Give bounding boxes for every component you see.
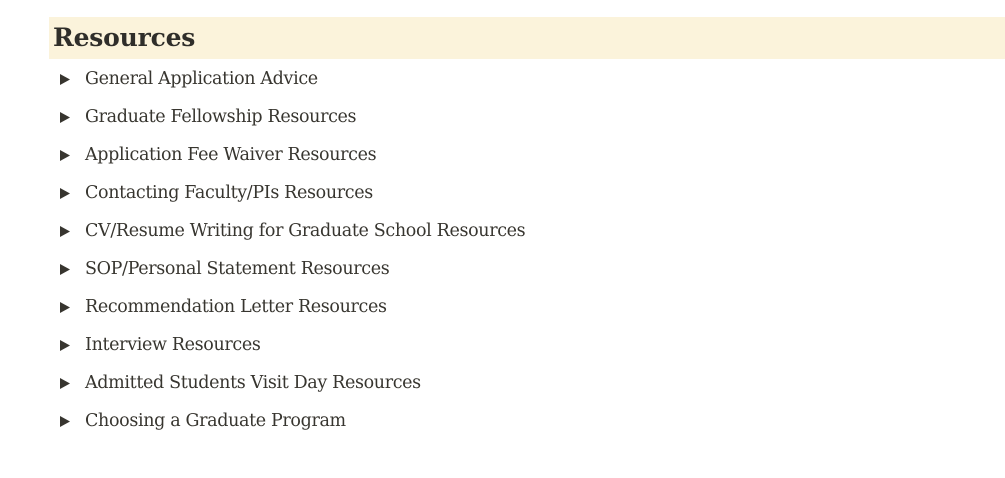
triangle-right-icon[interactable]	[49, 174, 85, 212]
toggle-label: Interview Resources	[85, 335, 261, 355]
toggle-label: Recommendation Letter Resources	[85, 297, 387, 317]
toggle-label: General Application Advice	[85, 69, 318, 89]
triangle-right-icon[interactable]	[49, 326, 85, 364]
toggle-label: Application Fee Waiver Resources	[85, 145, 377, 165]
toggle-item-contacting-faculty-resources[interactable]	[49, 174, 949, 212]
triangle-right-icon[interactable]	[49, 402, 85, 440]
toggle-label: Admitted Students Visit Day Resources	[85, 373, 421, 393]
toggle-item-admitted-students-visit-day-resources[interactable]	[49, 364, 949, 402]
triangle-right-icon[interactable]	[49, 60, 85, 98]
section-title: Resources	[53, 23, 196, 52]
toggle-label: Graduate Fellowship Resources	[85, 107, 357, 127]
toggle-item-interview-resources[interactable]	[49, 326, 949, 364]
toggle-label: SOP/Personal Statement Resources	[85, 259, 390, 279]
triangle-right-icon[interactable]	[49, 250, 85, 288]
toggle-item-graduate-fellowship-resources[interactable]	[49, 98, 949, 136]
triangle-right-icon[interactable]	[49, 136, 85, 174]
triangle-right-icon[interactable]	[49, 98, 85, 136]
toggle-item-cv-resume-writing-resources[interactable]	[49, 212, 949, 250]
toggle-label: Choosing a Graduate Program	[85, 411, 346, 431]
toggle-label: CV/Resume Writing for Graduate School Resources	[85, 221, 526, 241]
toggle-list	[49, 60, 949, 440]
section-heading-block	[49, 17, 1005, 59]
toggle-item-application-fee-waiver-resources[interactable]	[49, 136, 949, 174]
toggle-item-choosing-a-graduate-program[interactable]	[49, 402, 949, 440]
toggle-item-recommendation-letter-resources[interactable]	[49, 288, 949, 326]
triangle-right-icon[interactable]	[49, 364, 85, 402]
toggle-label: Contacting Faculty/PIs Resources	[85, 183, 373, 203]
toggle-item-general-application-advice[interactable]	[49, 60, 949, 98]
triangle-right-icon[interactable]	[49, 288, 85, 326]
triangle-right-icon[interactable]	[49, 212, 85, 250]
toggle-item-sop-personal-statement-resources[interactable]	[49, 250, 949, 288]
